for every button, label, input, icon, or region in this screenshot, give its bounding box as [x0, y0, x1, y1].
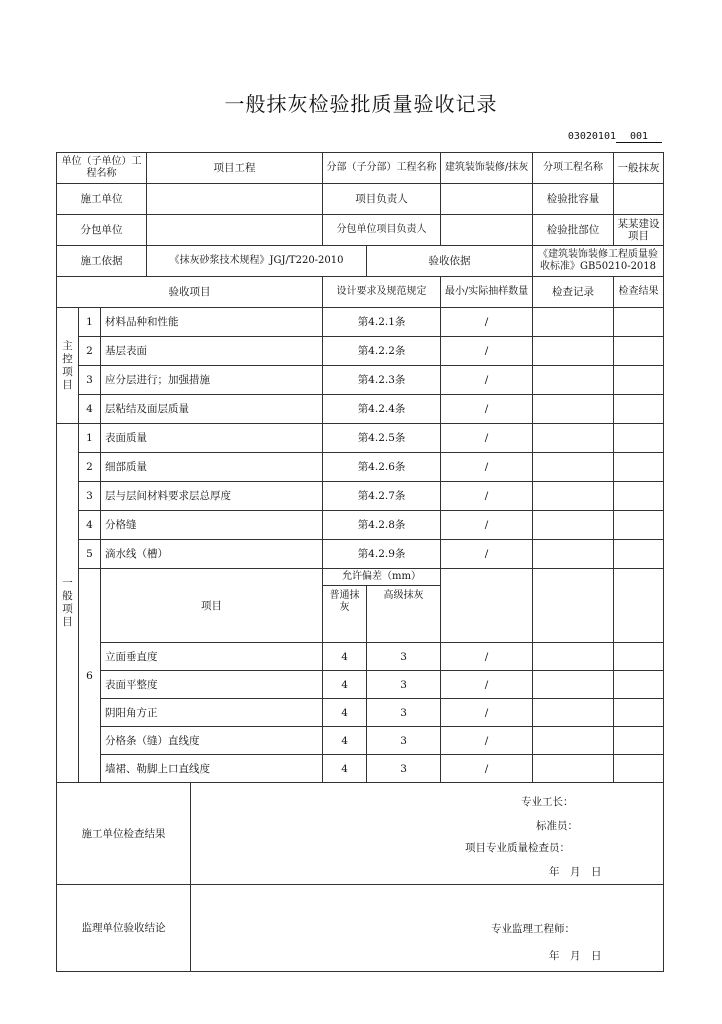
row-result [614, 511, 664, 540]
dev-row-normal: 4 [323, 699, 367, 727]
subcontract-label: 分包单位 [57, 215, 147, 246]
constr-result-cell [191, 783, 664, 885]
dev-row-result [614, 699, 664, 727]
dev-row-high: 3 [367, 643, 441, 671]
supervision-signature-area [191, 885, 663, 971]
dev-row-name: 立面垂直度 [101, 643, 323, 671]
dev-row-sample: / [441, 755, 533, 783]
dev-row-name: 阴阳角方正 [101, 699, 323, 727]
row-no: 4 [79, 395, 101, 424]
table-row [57, 308, 664, 337]
dev-row-name: 墙裙、勒脚上口直线度 [101, 755, 323, 783]
accept-basis-value: 《建筑装饰装修工程质量验收标准》GB50210-2018 [533, 246, 664, 277]
dev-high-label: 高级抹灰 [367, 586, 441, 643]
row-no: 2 [79, 453, 101, 482]
row-no: 5 [79, 540, 101, 569]
col-record: 检查记录 [533, 277, 614, 308]
row-clause: 第4.2.3条 [323, 366, 441, 395]
dev-no: 6 [79, 569, 101, 783]
table-row [57, 395, 664, 424]
dev-row-normal: 4 [323, 671, 367, 699]
row-clause: 第4.2.9条 [323, 540, 441, 569]
row-name: 基层表面 [101, 337, 323, 366]
table-row [57, 482, 664, 511]
supervision-label: 监理单位验收结论 [57, 885, 191, 972]
row-clause: 第4.2.4条 [323, 395, 441, 424]
row-result [614, 337, 664, 366]
row-result [614, 308, 664, 337]
dev-row-name: 表面平整度 [101, 671, 323, 699]
unit-value: 项目工程 [147, 153, 323, 184]
row-name: 材料品种和性能 [101, 308, 323, 337]
row-clause: 第4.2.2条 [323, 337, 441, 366]
acceptance-table [56, 152, 664, 972]
dev-row-sample: / [441, 643, 533, 671]
row-no: 1 [79, 424, 101, 453]
row-result [614, 482, 664, 511]
dev-row-result [614, 643, 664, 671]
dev-row-normal: 4 [323, 643, 367, 671]
row-record [533, 308, 614, 337]
row-result [614, 424, 664, 453]
row-clause: 第4.2.1条 [323, 308, 441, 337]
table-row [57, 671, 664, 699]
sub-label: 分项工程名称 [533, 153, 614, 184]
row-record [533, 540, 614, 569]
col-sample: 最小/实际抽样数量 [441, 277, 533, 308]
table-row [57, 337, 664, 366]
row-record [533, 366, 614, 395]
unit-label: 单位（子单位）工程名称 [57, 153, 147, 184]
row-no: 1 [79, 308, 101, 337]
dev-row-sample: / [441, 727, 533, 755]
row-sample: / [441, 308, 533, 337]
supervision-row [57, 885, 664, 972]
dev-result-head [614, 569, 664, 643]
dev-allow-label: 允许偏差（mm） [323, 569, 441, 586]
dev-row-high: 3 [367, 755, 441, 783]
row-no: 2 [79, 337, 101, 366]
dev-row-normal: 4 [323, 755, 367, 783]
batch-part-value: 某某建设项目 [614, 215, 664, 246]
col-item: 验收项目 [57, 277, 323, 308]
qc-label: 项目专业质量检查员： [465, 841, 571, 854]
row-sample: / [441, 424, 533, 453]
row-record [533, 424, 614, 453]
main-control-label: 主控项目 [57, 308, 79, 424]
constr-result-label: 施工单位检查结果 [57, 783, 191, 885]
document-code [568, 131, 662, 143]
dev-item-label: 项目 [101, 569, 323, 643]
dev-sample-head [441, 569, 533, 643]
dev-row-high: 3 [367, 727, 441, 755]
dev-row-name: 分格条（缝）直线度 [101, 727, 323, 755]
row-no: 4 [79, 511, 101, 540]
engineer-label: 专业监理工程师： [491, 923, 576, 935]
dev-row-result [614, 671, 664, 699]
constr-date: 年 月 日 [549, 865, 602, 878]
row-name: 层粘结及面层质量 [101, 395, 323, 424]
column-header-row [57, 277, 664, 308]
header-row-1 [57, 153, 664, 184]
row-name: 层与层间材料要求层总厚度 [101, 482, 323, 511]
row-sample: / [441, 395, 533, 424]
basis-value: 《抹灰砂浆技术规程》JGJ/T220-2010 [147, 246, 367, 277]
dev-normal-label: 普通抹灰 [323, 586, 367, 643]
row-name: 细部质量 [101, 453, 323, 482]
row-name: 应分层进行；加强措施 [101, 366, 323, 395]
row-clause: 第4.2.6条 [323, 453, 441, 482]
general-label: 一般项目 [57, 424, 79, 783]
row-no: 3 [79, 366, 101, 395]
row-result [614, 395, 664, 424]
dev-header-row [57, 569, 664, 586]
constr-result-row [57, 783, 664, 885]
batch-cap-label: 检验批容量 [533, 184, 614, 215]
basis-label: 施工依据 [57, 246, 147, 277]
row-sample: / [441, 337, 533, 366]
part-label: 分部（子分部）工程名称 [323, 153, 441, 184]
constr-value [147, 184, 323, 215]
constr-signature-area [191, 784, 663, 884]
row-record [533, 511, 614, 540]
dev-row-record [533, 755, 614, 783]
table-row [57, 424, 664, 453]
dev-row-sample: / [441, 671, 533, 699]
row-clause: 第4.2.8条 [323, 511, 441, 540]
row-sample: / [441, 540, 533, 569]
dev-row-result [614, 727, 664, 755]
dev-row-record [533, 643, 614, 671]
col-req: 设计要求及规范规定 [323, 277, 441, 308]
sub-value: 一般抹灰 [614, 153, 664, 184]
row-name: 表面质量 [101, 424, 323, 453]
row-sample: / [441, 482, 533, 511]
foreman-label: 专业工长： [521, 795, 574, 808]
dev-row-result [614, 755, 664, 783]
document-title: 一般抹灰检验批质量验收记录 [224, 92, 498, 116]
dev-row-sample: / [441, 699, 533, 727]
dev-row-record [533, 671, 614, 699]
table-row [57, 540, 664, 569]
supervision-date: 年 月 日 [549, 950, 602, 962]
code-number: 001 [616, 131, 662, 143]
table-row [57, 366, 664, 395]
header-row-3 [57, 215, 664, 246]
batch-part-label: 检验批部位 [533, 215, 614, 246]
subcontract-pm-label: 分包单位项目负责人 [323, 215, 441, 246]
row-record [533, 395, 614, 424]
col-result: 检查结果 [614, 277, 664, 308]
row-clause: 第4.2.5条 [323, 424, 441, 453]
row-name: 分格缝 [101, 511, 323, 540]
table-row [57, 699, 664, 727]
dev-record-head [533, 569, 614, 643]
header-row-4 [57, 246, 664, 277]
pm-value [441, 184, 533, 215]
batch-cap-value [614, 184, 664, 215]
dev-row-high: 3 [367, 699, 441, 727]
code-prefix: 03020101 [567, 131, 616, 142]
row-record [533, 337, 614, 366]
row-result [614, 453, 664, 482]
part-value: 建筑装饰装修/抹灰 [441, 153, 533, 184]
row-result [614, 366, 664, 395]
row-record [533, 453, 614, 482]
header-row-2 [57, 184, 664, 215]
accept-basis-label: 验收依据 [367, 246, 533, 277]
row-sample: / [441, 366, 533, 395]
row-sample: / [441, 453, 533, 482]
dev-row-record [533, 699, 614, 727]
dev-row-high: 3 [367, 671, 441, 699]
row-record [533, 482, 614, 511]
row-no: 3 [79, 482, 101, 511]
table-row [57, 511, 664, 540]
row-clause: 第4.2.7条 [323, 482, 441, 511]
row-result [614, 540, 664, 569]
table-row [57, 643, 664, 671]
row-name: 滴水线（槽） [101, 540, 323, 569]
std-officer-label: 标准员： [536, 819, 579, 832]
supervision-cell [191, 885, 664, 972]
row-sample: / [441, 511, 533, 540]
subcontract-pm-value [441, 215, 533, 246]
subcontract-value [147, 215, 323, 246]
table-row [57, 453, 664, 482]
table-row [57, 727, 664, 755]
dev-row-normal: 4 [323, 727, 367, 755]
constr-label: 施工单位 [57, 184, 147, 215]
dev-row-record [533, 727, 614, 755]
pm-label: 项目负责人 [323, 184, 441, 215]
table-row [57, 755, 664, 783]
